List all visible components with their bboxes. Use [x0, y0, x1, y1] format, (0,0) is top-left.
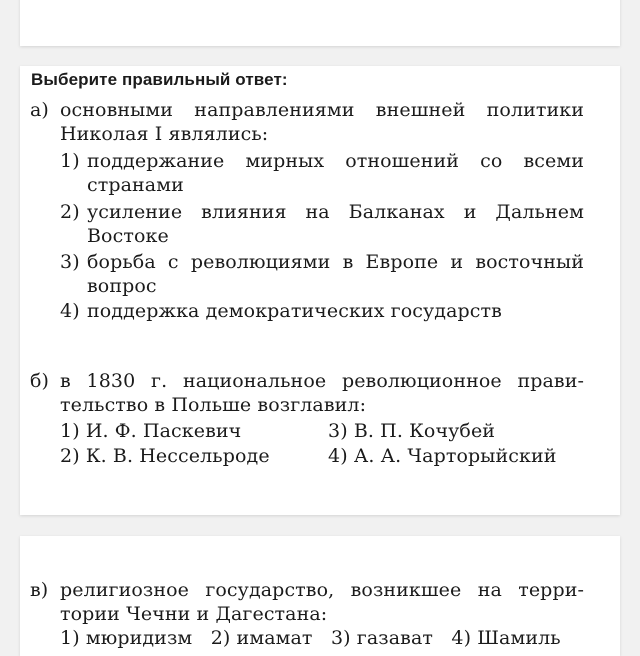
question-a-option-4-line1: поддержка демократических государств	[87, 300, 502, 322]
question-a-option-2-line1: усиление влияния на Балканах и Дальнем	[87, 201, 584, 223]
question-b-text-line1: в 1830 г. национальное революционное прави-	[60, 370, 584, 392]
question-a-option-3-line1: борьба с революциями в Европе и восточный	[87, 251, 584, 273]
question-b-text-line2: тельство в Польше возглавил:	[60, 394, 367, 416]
question-a-option-2-line2: Востоке	[87, 225, 169, 247]
question-a-option-1-number: 1)	[60, 150, 80, 172]
question-card-main	[20, 66, 620, 515]
question-c-text-line1: религиозное государство, возникшее на терри-	[60, 579, 584, 601]
question-a-text-line2: Николая I являлись:	[60, 123, 269, 145]
question-a-option-2-number: 2)	[60, 201, 80, 223]
question-a-option-1-line2: странами	[87, 174, 184, 196]
question-a-marker: а)	[30, 99, 49, 121]
previous-card	[20, 0, 620, 46]
question-a-option-3-number: 3)	[60, 251, 80, 273]
question-a-option-1-line1: поддержание мирных отношений со всеми	[87, 150, 584, 172]
question-b-option-3: 3) В. П. Кочубей	[328, 420, 496, 442]
question-c-options: 1) мюридизм 2) имамат 3) газават 4) Шамиль	[60, 627, 561, 649]
question-a-option-3-line2: вопрос	[87, 275, 157, 297]
question-b-option-4: 4) А. А. Чарторыйский	[328, 445, 557, 467]
question-b-marker: б)	[30, 370, 50, 392]
question-b-option-2: 2) К. В. Нессельроде	[60, 445, 270, 467]
question-card-next	[20, 536, 620, 656]
question-c-marker: в)	[30, 579, 49, 601]
question-c-text-line2: тории Чечни и Дагестана:	[60, 603, 328, 625]
instruction-heading: Выберите правильный ответ:	[31, 70, 288, 89]
question-a-text-line1: основными направлениями внешней политики	[60, 99, 584, 121]
question-b-option-1: 1) И. Ф. Паскевич	[60, 420, 242, 442]
question-a-option-4-number: 4)	[60, 300, 80, 322]
